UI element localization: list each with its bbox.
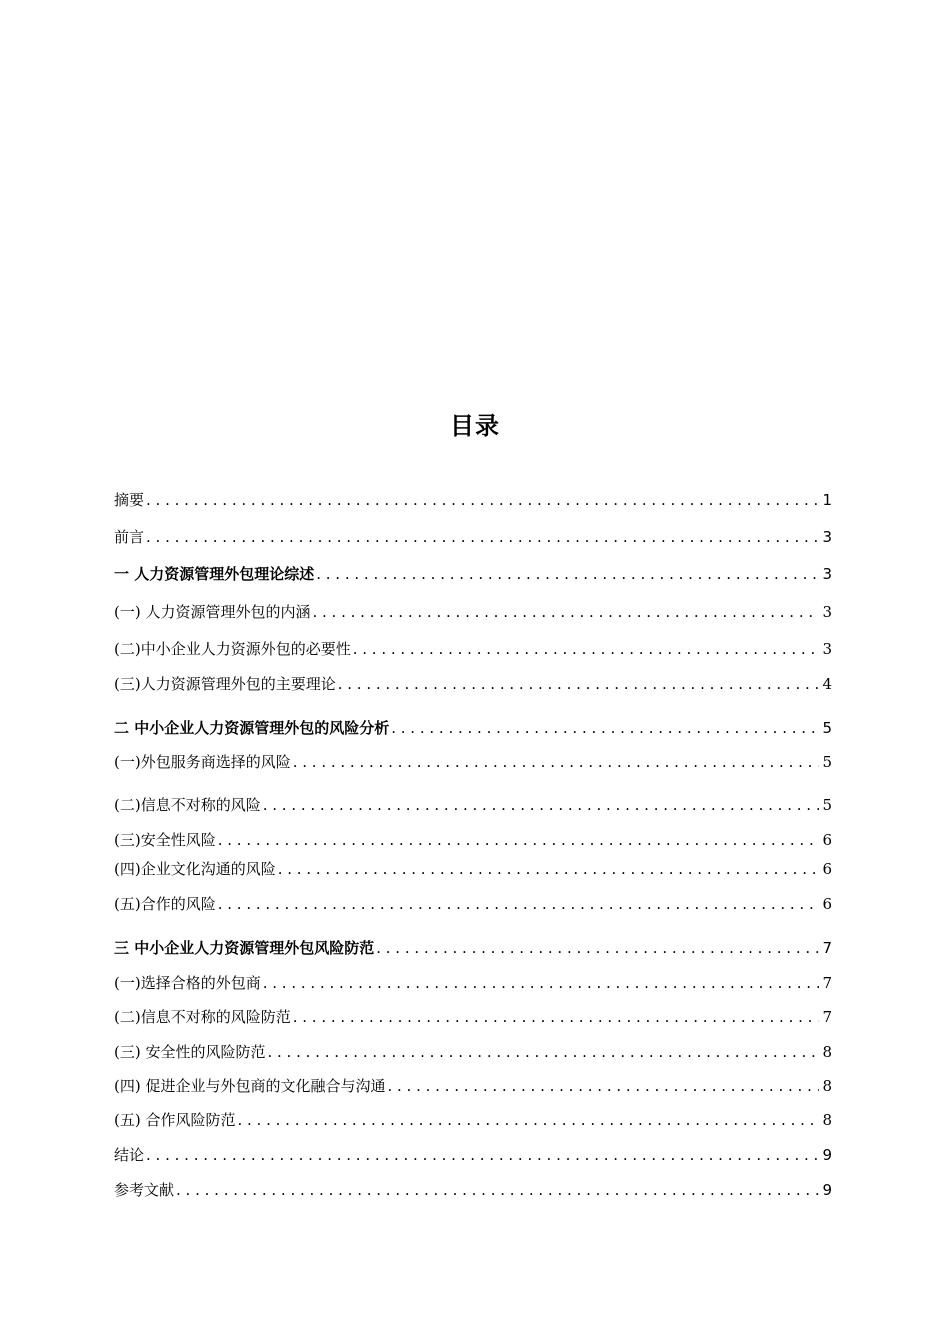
toc-entry[interactable] — [114, 890, 832, 914]
toc-leader-dots — [267, 1042, 819, 1062]
toc-leader-dots — [312, 602, 819, 622]
toc-entry[interactable] — [114, 826, 832, 850]
toc-entry-label: 摘要 — [114, 491, 145, 509]
toc-entry-label: (二)中小企业人力资源外包的必要性 — [114, 640, 351, 658]
toc-leader-dots — [263, 795, 819, 815]
toc-leader-dots — [146, 527, 819, 547]
toc-entry[interactable] — [114, 1141, 832, 1165]
toc-entry-label: (三)人力资源管理外包的主要理论 — [114, 675, 336, 693]
toc-entry[interactable] — [114, 1038, 832, 1062]
toc-leader-dots — [293, 752, 819, 772]
toc-entry-page: 6 — [822, 895, 832, 913]
toc-entry[interactable] — [114, 1072, 832, 1096]
toc-entry-label: (二)信息不对称的风险 — [114, 796, 261, 814]
toc-entry-page: 3 — [822, 565, 832, 583]
toc-entry-label: (五) 合作风险防范 — [114, 1111, 236, 1129]
toc-entry-label: 一 人力资源管理外包理论综述 — [114, 565, 315, 583]
toc-entry[interactable] — [114, 934, 832, 958]
toc-entry-page: 8 — [822, 1111, 832, 1129]
toc-entry-page: 4 — [822, 675, 832, 693]
toc-entry[interactable] — [114, 486, 832, 510]
toc-entry-page: 5 — [822, 753, 832, 771]
toc-entry-page: 9 — [822, 1146, 832, 1164]
toc-entry-page: 3 — [822, 528, 832, 546]
toc-entry-page: 7 — [822, 939, 832, 957]
toc-entry-label: 二 中小企业人力资源管理外包的风险分析 — [114, 719, 390, 737]
toc-title: 目录 — [450, 412, 500, 440]
toc-entry[interactable] — [114, 855, 832, 879]
toc-leader-dots — [263, 973, 819, 993]
toc-entry-page: 8 — [822, 1043, 832, 1061]
toc-entry[interactable] — [114, 598, 832, 622]
toc-leader-dots — [278, 859, 819, 879]
toc-entry[interactable] — [114, 1106, 832, 1130]
toc-entry-label: (二)信息不对称的风险防范 — [114, 1008, 291, 1026]
toc-entry-label: (五)合作的风险 — [114, 895, 216, 913]
toc-entry[interactable] — [114, 670, 832, 694]
toc-leader-dots — [353, 639, 819, 659]
toc-entry-page: 6 — [822, 860, 832, 878]
toc-leader-dots — [146, 490, 819, 510]
toc-entry-label: (四) 促进企业与外包商的文化融合与沟通 — [114, 1077, 386, 1095]
toc-entry-page: 7 — [822, 974, 832, 992]
toc-entry-page: 3 — [822, 640, 832, 658]
toc-entry[interactable] — [114, 714, 832, 738]
toc-leader-dots — [376, 938, 819, 958]
toc-entry-page: 8 — [822, 1077, 832, 1095]
toc-entry-label: 结论 — [114, 1146, 145, 1164]
toc-entry-page: 9 — [822, 1181, 832, 1199]
toc-leader-dots — [293, 1007, 819, 1027]
toc-entry-label: (一)外包服务商选择的风险 — [114, 753, 291, 771]
toc-entry-label: (一)选择合格的外包商 — [114, 974, 261, 992]
toc-entry[interactable] — [114, 1176, 832, 1200]
toc-entry-page: 5 — [822, 796, 832, 814]
toc-leader-dots — [391, 718, 819, 738]
toc-entry-page: 7 — [822, 1008, 832, 1026]
toc-entry-label: 前言 — [114, 528, 145, 546]
toc-leader-dots — [338, 674, 819, 694]
toc-entry-label: 参考文献 — [114, 1181, 175, 1199]
toc-entry[interactable] — [114, 1003, 832, 1027]
toc-entry-page: 3 — [822, 603, 832, 621]
toc-entry[interactable] — [114, 969, 832, 993]
toc-entry[interactable] — [114, 560, 832, 584]
toc-entry-label: 三 中小企业人力资源管理外包风险防范 — [114, 939, 375, 957]
toc-leader-dots — [176, 1180, 819, 1200]
toc-entry-label: (三) 安全性的风险防范 — [114, 1043, 266, 1061]
toc-leader-dots — [387, 1076, 819, 1096]
toc-entry[interactable] — [114, 635, 832, 659]
toc-entry-label: (一) 人力资源管理外包的内涵 — [114, 603, 311, 621]
toc-leader-dots — [237, 1110, 819, 1130]
toc-entry[interactable] — [114, 748, 832, 772]
toc-leader-dots — [146, 1145, 819, 1165]
toc-entry-label: (四)企业文化沟通的风险 — [114, 860, 276, 878]
toc-entry[interactable] — [114, 523, 832, 547]
toc-entry-label: (三)安全性风险 — [114, 831, 216, 849]
toc-leader-dots — [316, 564, 819, 584]
toc-entry-page: 5 — [822, 719, 832, 737]
toc-entry-page: 6 — [822, 831, 832, 849]
toc-entry[interactable] — [114, 791, 832, 815]
toc-leader-dots — [218, 894, 819, 914]
toc-leader-dots — [218, 830, 819, 850]
toc-entry-page: 1 — [822, 491, 832, 509]
